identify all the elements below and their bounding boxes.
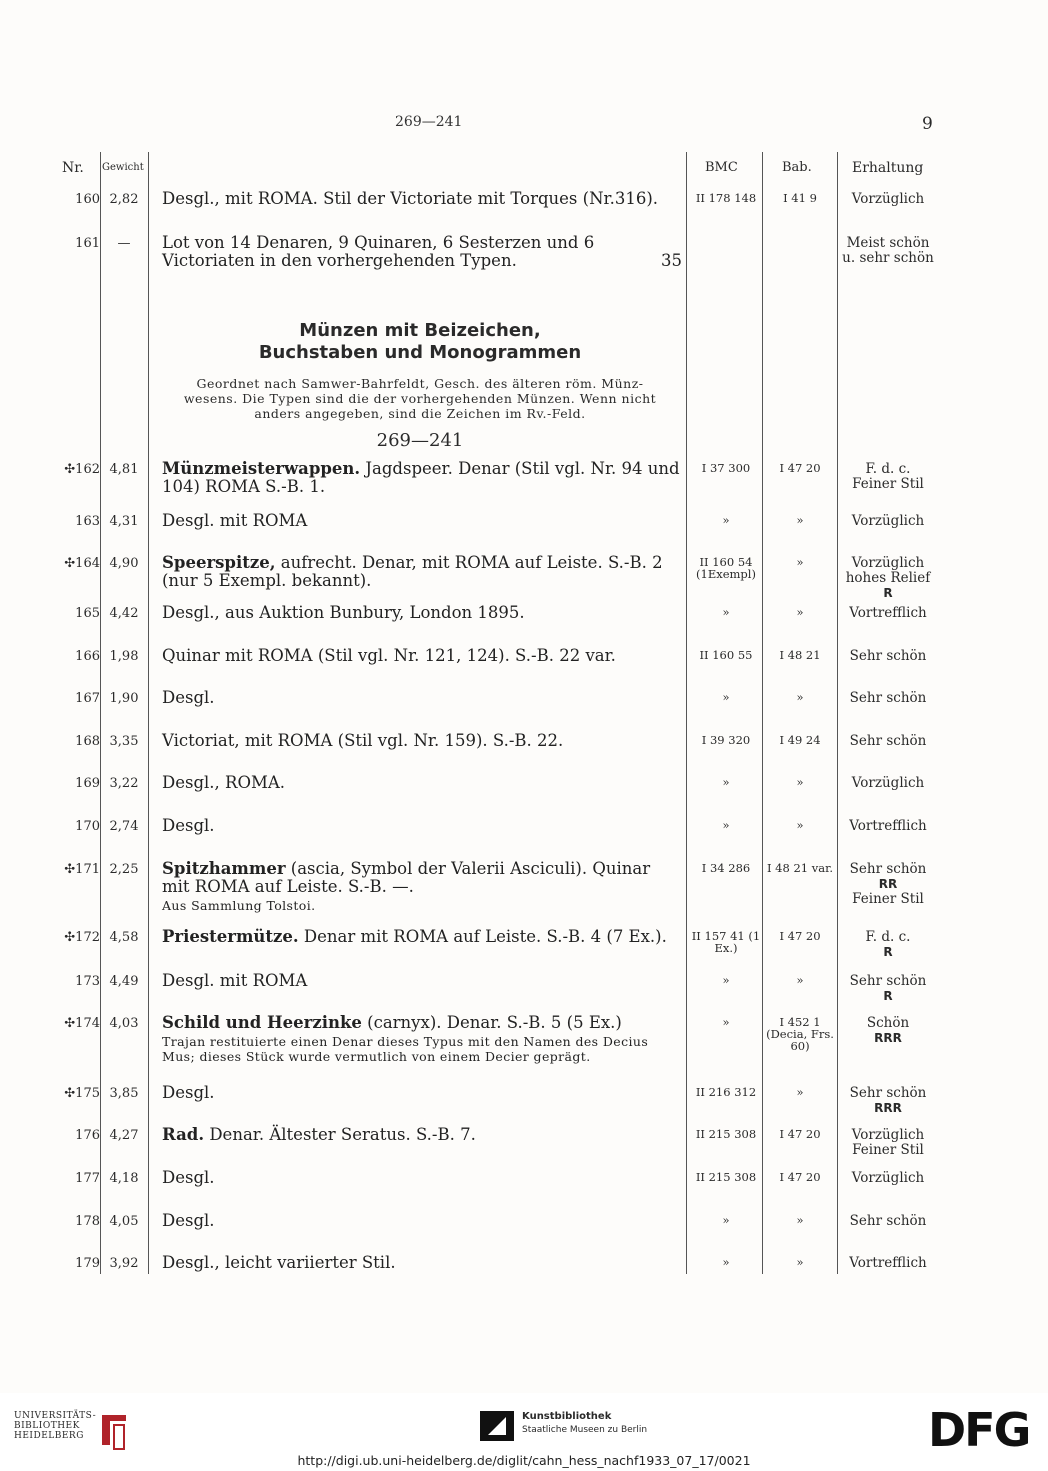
footer [0,1393,1048,1471]
condition-text: Sehr schön [849,973,927,989]
row-weight: 3,92 [109,1256,139,1271]
section-title-2: Buchstaben und Monogrammen [258,342,582,363]
row-weight: 2,74 [109,819,139,834]
row-weight: 4,31 [109,514,139,529]
lot-price: 35 [661,251,682,270]
row-weight: 4,18 [109,1171,139,1186]
rarity-mark: R [883,945,893,959]
row-bab: » [796,513,804,527]
row-number: ✣164 [64,556,100,571]
condition-note: Feiner Stil [852,1142,924,1158]
row-number: ✣162 [64,462,100,477]
rarity-mark: RRR [874,1101,902,1115]
row-condition [840,776,936,791]
row-bab: I 41 9 [783,191,817,205]
dfg-logo[interactable]: DFG [928,1403,1030,1457]
row-bmc: » [722,775,730,789]
condition-note: Feiner Stil [852,476,924,492]
condition-text: Vorzüglich [851,1127,925,1143]
row-weight: 4,03 [109,1016,139,1031]
row-number: ✣171 [64,862,100,877]
description-text: Desgl., ROMA. [162,773,286,792]
row-bab: » [796,1213,804,1227]
col-erhaltung: Erhaltung [852,160,924,176]
row-bmc: II 215 308 [695,1170,757,1184]
row-number: 178 [75,1214,100,1229]
description-text: Desgl., leicht variierter Stil. [162,1253,396,1272]
row-description [162,732,682,750]
row-bab: » [796,973,804,987]
row-bab: I 48 21 var. [766,861,834,875]
type-name: Spitzhammer [162,859,286,878]
col-bab: Bab. [782,160,812,175]
description-text: Lot von 14 Denaren, 9 Quinaren, 6 Sesterzen und 6 Victoriaten in den vorhergehenden Typen. [162,233,595,270]
row-condition [840,1256,936,1271]
description-text: (ascia, Symbol der Valerii Asciculi). Quinar mit ROMA auf Leiste. S.-B. —. [162,859,651,896]
condition-text: Vorzüglich [851,1170,925,1186]
description-text: Desgl. [162,688,215,707]
section-intro-1: Geordnet nach Samwer-Bahrfeldt, Gesch. des älteren röm. Münz- [196,376,644,391]
row-weight: 1,98 [109,649,139,664]
row-condition [840,1214,936,1229]
row-number: 173 [75,974,100,989]
row-bmc: II 160 55 [699,648,753,662]
description-text: (carnyx). Denar. S.-B. 5 (5 Ex.) [367,1013,622,1032]
condition-text: Sehr schön [849,648,927,664]
type-name: Rad. [162,1125,205,1144]
row-bab: I 47 20 [779,461,821,475]
row-bab: » [796,818,804,832]
row-bab: I 47 20 [779,1170,821,1184]
condition-text: Vortrefflich [849,818,927,834]
section-intro-2: wesens. Die Typen sind die der vorhergehenden Münzen. Wenn nicht [183,391,657,406]
row-condition [840,192,936,207]
col-nr: Nr. [62,160,84,176]
col-bmc: BMC [705,160,738,175]
row-description [162,1212,682,1230]
row-bmc: » [722,818,730,832]
description-text: Desgl. [162,1168,215,1187]
row-condition [840,236,936,266]
row-bab: » [796,605,804,619]
row-weight: 4,58 [109,930,139,945]
row-condition [840,974,936,1004]
row-condition [840,930,936,960]
row-description [162,817,682,835]
description-text: Desgl. [162,1211,215,1230]
row-condition [840,606,936,621]
row-number: 169 [75,776,100,791]
section-title-1: Münzen mit Beizeichen, [299,320,541,341]
condition-text: Vortrefflich [849,1255,927,1271]
condition-text: Meist schön u. sehr schön [842,235,934,266]
description-text: Desgl. [162,816,215,835]
row-weight: 2,82 [109,192,139,207]
rule-nr [100,152,101,1274]
source-url[interactable]: http://digi.ub.uni-heidelberg.de/diglit/cahn_hess_nachf1933_07_17/0021 [297,1453,751,1468]
kb-name: Kunstbibliothek [522,1411,612,1422]
description-note: Trajan restituierte einen Denar dieses Typus mit den Namen des Decius Mus; dieses Stück wurde vermutlich von einem Decier geprägt. [162,1034,649,1064]
row-weight: 4,27 [109,1128,139,1143]
condition-note: Feiner Stil [852,891,924,907]
row-description [162,1126,682,1144]
condition-text: F. d. c. [865,929,911,945]
row-description [162,554,682,590]
row-bab: » [796,1085,804,1099]
row-number: 167 [75,691,100,706]
row-description [162,928,682,946]
description-text: Desgl. [162,1083,215,1102]
col-gewicht: Gewicht [102,162,144,173]
row-description [162,972,682,990]
row-bmc: » [722,605,730,619]
row-bab: » [796,555,804,569]
description-text: aufrecht. Denar, mit ROMA auf Leiste. S.-B. 2 (nur 5 Exempl. bekannt). [162,553,663,590]
description-text: Desgl., mit ROMA. Stil der Victoriate mit Torques (Nr.316). [162,189,659,208]
condition-text: Sehr schön [849,690,927,706]
row-bab: I 47 20 [779,929,821,943]
row-bmc: II 216 312 [695,1085,757,1099]
row-condition [840,1016,936,1046]
row-weight: 1,90 [109,691,139,706]
row-bab: I 47 20 [779,1127,821,1141]
row-description [162,1254,682,1272]
row-condition [840,514,936,529]
row-bab: I 49 24 [779,733,821,747]
row-number: ✣175 [64,1086,100,1101]
row-number: 170 [75,819,100,834]
rule-bmc [762,152,763,1274]
condition-text: Vorzüglich hohes Relief [845,555,931,586]
row-bmc: II 160 54 (1Exempl) [696,555,756,581]
running-head: 269—241 [395,114,463,130]
row-description [162,1084,682,1102]
row-bab: » [796,690,804,704]
condition-text: Vorzüglich [851,191,925,207]
row-bmc: I 37 300 [701,461,751,475]
description-text: Denar mit ROMA auf Leiste. S.-B. 4 (7 Ex.). [303,927,667,946]
row-weight: 4,90 [109,556,139,571]
description-text: Jagdspeer. Denar (Stil vgl. Nr. 94 und 104) ROMA S.-B. 1. [162,459,680,496]
rule-gewicht [148,152,149,1274]
row-number: 179 [75,1256,100,1271]
rarity-mark: R [883,586,893,600]
row-condition [840,1171,936,1186]
condition-text: Sehr schön [849,733,927,749]
row-bmc: » [722,1213,730,1227]
condition-text: Vorzüglich [851,775,925,791]
row-bab: I 452 1 (Decia, Frs. 60) [766,1015,834,1053]
row-weight: 3,85 [109,1086,139,1101]
rarity-mark: R [883,989,893,1003]
row-condition [840,819,936,834]
row-bab: I 48 21 [779,648,821,662]
row-bmc: I 39 320 [701,733,751,747]
row-condition [840,691,936,706]
row-bmc: II 157 41 (1 Ex.) [691,929,761,955]
row-number: 166 [75,649,100,664]
condition-text: Sehr schön [849,1213,927,1229]
row-condition [840,1086,936,1116]
row-condition [840,734,936,749]
row-description [162,774,682,792]
row-bmc: » [722,973,730,987]
row-number: 168 [75,734,100,749]
row-description [162,689,682,707]
row-description [162,234,682,270]
type-name: Speerspitze, [162,553,276,572]
kunstbibliothek-logo[interactable] [480,1409,680,1443]
uni-text-2: BIBLIOTHEK [14,1421,80,1431]
section-date: 269—241 [376,430,464,451]
row-bmc: I 34 286 [701,861,751,875]
type-name: Priestermütze. [162,927,299,946]
row-bab: » [796,1255,804,1269]
section-intro-3: anders angegeben, sind die Zeichen im Rv.-Feld. [254,406,586,421]
condition-text: F. d. c. [865,461,911,477]
uni-emblem-icon [96,1411,132,1451]
row-weight: 2,25 [109,862,139,877]
row-weight: 4,81 [109,462,139,477]
row-bmc: » [722,1015,730,1029]
description-text: Desgl., aus Auktion Bunbury, London 1895. [162,603,525,622]
page-number: 9 [922,114,933,134]
rule-desc [686,152,687,1274]
row-weight: 4,42 [109,606,139,621]
rule-bab [837,152,838,1274]
row-number: 160 [75,192,100,207]
row-number: 165 [75,606,100,621]
row-condition [840,862,936,907]
uni-text-3: HEIDELBERG [14,1431,84,1441]
uni-heidelberg-logo[interactable] [14,1411,134,1451]
row-bmc: » [722,513,730,527]
kb-sub: Staatliche Museen zu Berlin [522,1425,648,1435]
description-text: Quinar mit ROMA (Stil vgl. Nr. 121, 124). S.-B. 22 var. [162,646,616,665]
type-name: Münzmeisterwappen. [162,459,361,478]
row-description [162,647,682,665]
row-weight: 4,05 [109,1214,139,1229]
rarity-mark: RR [878,877,898,891]
condition-text: Schön [866,1015,910,1031]
uni-text-1: UNIVERSITÄTS- [14,1411,97,1421]
row-bmc: » [722,690,730,704]
row-weight: 3,35 [109,734,139,749]
row-bmc: II 215 308 [695,1127,757,1141]
row-description [162,1014,682,1064]
condition-text: Vorzüglich [851,513,925,529]
row-description [162,460,682,496]
row-description [162,860,682,913]
row-number: 161 [75,236,100,251]
row-bmc: » [722,1255,730,1269]
row-weight: — [117,236,131,251]
description-text: Desgl. mit ROMA [162,971,308,990]
row-condition [840,462,936,492]
rarity-mark: RRR [874,1031,902,1045]
condition-text: Vortrefflich [849,605,927,621]
row-description [162,604,682,622]
row-number: ✣172 [64,930,100,945]
row-condition [840,556,936,601]
description-note: Aus Sammlung Tolstoi. [162,898,316,913]
row-description [162,1169,682,1187]
row-weight: 3,22 [109,776,139,791]
row-weight: 4,49 [109,974,139,989]
description-text: Victoriat, mit ROMA (Stil vgl. Nr. 159). S.-B. 22. [162,731,564,750]
condition-text: Sehr schön [849,861,927,877]
condition-text: Sehr schön [849,1085,927,1101]
row-bmc: II 178 148 [695,191,757,205]
row-number: 177 [75,1171,100,1186]
row-number: ✣174 [64,1016,100,1031]
row-condition [840,649,936,664]
type-name: Schild und Heerzinke [162,1013,362,1032]
row-bab: » [796,775,804,789]
row-number: 176 [75,1128,100,1143]
description-text: Desgl. mit ROMA [162,511,308,530]
row-number: 163 [75,514,100,529]
row-description [162,512,682,530]
row-condition [840,1128,936,1158]
description-text: Denar. Ältester Seratus. S.-B. 7. [209,1125,476,1144]
row-description [162,190,682,208]
kunstbibliothek-icon [480,1411,514,1441]
